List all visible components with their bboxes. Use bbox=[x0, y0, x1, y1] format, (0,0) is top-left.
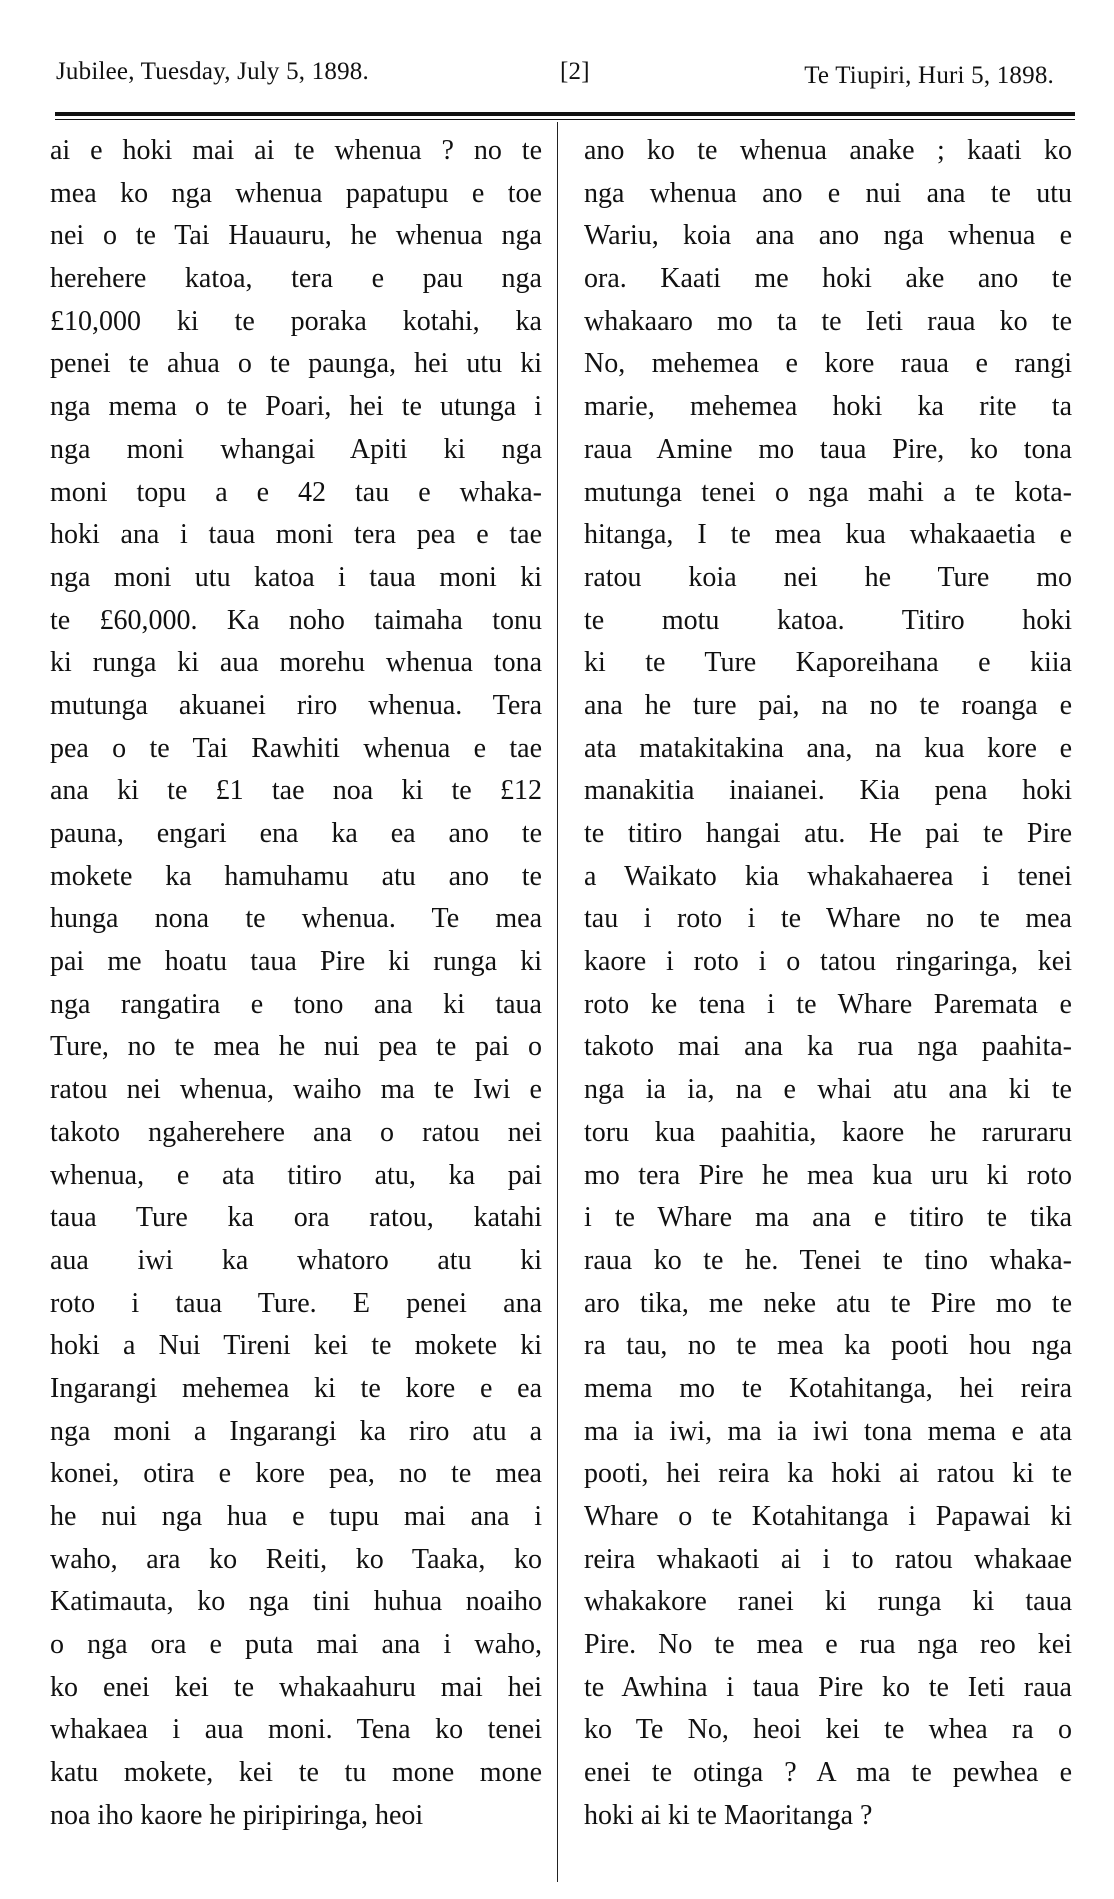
left-column-text-line: ana ki te £1 tae noa ki te £12 bbox=[50, 775, 542, 807]
left-column-text-line: mutunga akuanei riro whenua. Tera bbox=[50, 689, 542, 721]
left-column-text-line: nga rangatira e tono ana ki taua bbox=[50, 988, 542, 1020]
left-column-text-line: Ingarangi mehemea ki te kore e ea bbox=[50, 1372, 542, 1404]
left-column-text-line: pauna, engari ena ka ea ano te bbox=[50, 818, 542, 849]
left-column-text-line: Ture, no te mea he nui pea te pai o bbox=[50, 1031, 542, 1063]
left-column-text-line: waho, ara ko Reiti, ko Taaka, ko bbox=[50, 1543, 542, 1575]
right-column-text-line: te titiro hangai atu. He pai te Pire bbox=[584, 818, 1072, 849]
right-column-text-line: i te Whare ma ana e titiro te tika bbox=[584, 1202, 1072, 1234]
right-column-text-line: mema mo te Kotahitanga, hei reira bbox=[584, 1372, 1072, 1404]
left-column-text-line: whakaea i aua moni. Tena ko tenei bbox=[50, 1714, 542, 1746]
right-column-text-line: ratou koia nei he Ture mo bbox=[584, 561, 1072, 593]
left-column-text-line: moni topu a e 42 tau e whaka- bbox=[50, 476, 542, 508]
left-column-text-line: ko enei kei te whakaahuru mai hei bbox=[50, 1671, 542, 1703]
left-column-text-line: noa iho kaore he piripiringa, heoi bbox=[50, 1799, 424, 1831]
left-column-text-line: mea ko nga whenua papatupu e toe bbox=[50, 177, 542, 209]
right-column-text-line: roto ke tena i te Whare Paremata e bbox=[584, 988, 1072, 1020]
page-header bbox=[40, 40, 1080, 90]
right-column-text-line: ra tau, no te mea ka pooti hou nga bbox=[584, 1330, 1072, 1362]
left-column-text-line: roto i taua Ture. E penei ana bbox=[50, 1287, 542, 1319]
right-column-text-line: raua ko te he. Tenei te tino whaka- bbox=[584, 1244, 1072, 1276]
right-column-text-line: ata matakitakina ana, na kua kore e bbox=[584, 732, 1072, 764]
column-divider bbox=[557, 122, 558, 1882]
right-column-text-line: marie, mehemea hoki ka rite ta bbox=[584, 391, 1072, 423]
right-column-text-line: ki te Ture Kaporeihana e kiia bbox=[584, 647, 1072, 679]
header-rule-thick bbox=[55, 112, 1075, 116]
right-column-text-line: ano ko te whenua anake ; kaati ko bbox=[584, 135, 1072, 166]
right-column-text-line: Wariu, koia ana ano nga whenua e bbox=[584, 220, 1072, 252]
left-column-text-line: nga moni whangai Apiti ki nga bbox=[50, 433, 542, 465]
left-column-text-line: mokete ka hamuhamu atu ano te bbox=[50, 860, 542, 892]
left-column-text-line: pea o te Tai Rawhiti whenua e tae bbox=[50, 732, 542, 764]
header-rule-thin bbox=[55, 119, 1075, 120]
left-column-text-line: hoki a Nui Tireni kei te mokete ki bbox=[50, 1330, 542, 1362]
left-column-text-line: katu mokete, kei te tu mone mone bbox=[50, 1757, 542, 1789]
right-column-text-line: kaore i roto i o tatou ringaringa, kei bbox=[584, 946, 1072, 978]
left-column-text-line: penei te ahua o te paunga, hei utu ki bbox=[50, 348, 542, 380]
right-column-text-line: mutunga tenei o nga mahi a te kota- bbox=[584, 476, 1072, 508]
left-column-text-line: nei o te Tai Hauauru, he whenua nga bbox=[50, 220, 542, 252]
right-column-text-line: whakakore ranei ki runga ki taua bbox=[584, 1586, 1072, 1618]
right-column-text-line: te Awhina i taua Pire ko te Ieti raua bbox=[584, 1671, 1072, 1703]
right-column-text-line: hitanga, I te mea kua whakaaetia e bbox=[584, 519, 1072, 551]
left-column-text-line: nga moni utu katoa i taua moni ki bbox=[50, 561, 542, 593]
left-column-text-line: konei, otira e kore pea, no te mea bbox=[50, 1458, 542, 1490]
right-column-text-line: enei te otinga ? A ma te pewhea e bbox=[584, 1757, 1072, 1789]
left-column-text-line: hoki ana i taua moni tera pea e tae bbox=[50, 519, 542, 551]
right-column-text-line: ora. Kaati me hoki ake ano te bbox=[584, 263, 1072, 295]
page-number: [2] bbox=[560, 58, 590, 85]
left-column bbox=[50, 130, 542, 1870]
left-column-text-line: ratou nei whenua, waiho ma te Iwi e bbox=[50, 1074, 542, 1106]
left-column-text-line: nga mema o te Poari, hei te utunga i bbox=[50, 391, 542, 423]
left-column-text-line: £10,000 ki te poraka kotahi, ka bbox=[50, 305, 542, 337]
left-column-text-line: ki runga ki aua morehu whenua tona bbox=[50, 647, 542, 679]
right-column-text-line: ko Te No, heoi kei te whea ra o bbox=[584, 1714, 1072, 1746]
right-column-text-line: tau i roto i te Whare no te mea bbox=[584, 903, 1072, 935]
header-date-english: Jubilee, Tuesday, July 5, 1898. bbox=[56, 58, 369, 85]
right-column-text-line: whakaaro mo ta te Ieti raua ko te bbox=[584, 305, 1072, 337]
right-column-text-line: hoki ai ki te Maoritanga ? bbox=[584, 1799, 873, 1831]
right-column bbox=[584, 130, 1072, 1870]
left-column-text-line: taua Ture ka ora ratou, katahi bbox=[50, 1202, 542, 1234]
right-column-text-line: nga ia ia, na e whai atu ana ki te bbox=[584, 1074, 1072, 1106]
right-column-text-line: Pire. No te mea e rua nga reo kei bbox=[584, 1629, 1072, 1661]
left-column-text-line: o nga ora e puta mai ana i waho, bbox=[50, 1629, 542, 1661]
left-column-text-line: te £60,000. Ka noho taimaha tonu bbox=[50, 604, 542, 636]
right-column-text-line: raua Amine mo taua Pire, ko tona bbox=[584, 433, 1072, 465]
right-column-text-line: Whare o te Kotahitanga i Papawai ki bbox=[584, 1501, 1072, 1532]
left-column-text-line: he nui nga hua e tupu mai ana i bbox=[50, 1501, 542, 1532]
right-column-text-line: manakitia inaianei. Kia pena hoki bbox=[584, 775, 1072, 807]
left-column-text-line: aua iwi ka whatoro atu ki bbox=[50, 1244, 542, 1276]
right-column-text-line: ma ia iwi, ma ia iwi tona mema e ata bbox=[584, 1415, 1072, 1447]
left-column-text-line: Katimauta, ko nga tini huhua noaiho bbox=[50, 1586, 542, 1618]
right-column-text-line: mo tera Pire he mea kua uru ki roto bbox=[584, 1159, 1072, 1191]
right-column-text-line: nga whenua ano e nui ana te utu bbox=[584, 177, 1072, 209]
left-column-text-line: hunga nona te whenua. Te mea bbox=[50, 903, 542, 935]
left-column-text-line: nga moni a Ingarangi ka riro atu a bbox=[50, 1415, 542, 1447]
left-column-text-line: herehere katoa, tera e pau nga bbox=[50, 263, 542, 295]
right-column-text-line: pooti, hei reira ka hoki ai ratou ki te bbox=[584, 1458, 1072, 1490]
right-column-text-line: takoto mai ana ka rua nga paahita- bbox=[584, 1031, 1072, 1063]
right-column-text-line: a Waikato kia whakahaerea i tenei bbox=[584, 860, 1072, 892]
right-column-text-line: aro tika, me neke atu te Pire mo te bbox=[584, 1287, 1072, 1319]
right-column-text-line: te motu katoa. Titiro hoki bbox=[584, 604, 1072, 636]
left-column-text-line: pai me hoatu taua Pire ki runga ki bbox=[50, 946, 542, 978]
right-column-text-line: No, mehemea e kore raua e rangi bbox=[584, 348, 1072, 380]
right-column-text-line: toru kua paahitia, kaore he raruraru bbox=[584, 1116, 1072, 1148]
right-column-text-line: reira whakaoti ai i to ratou whakaae bbox=[584, 1543, 1072, 1575]
right-column-text-line: ana he ture pai, na no te roanga e bbox=[584, 689, 1072, 721]
left-column-text-line: ai e hoki mai ai te whenua ? no te bbox=[50, 135, 542, 166]
header-date-maori: Te Tiupiri, Huri 5, 1898. bbox=[804, 62, 1054, 89]
left-column-text-line: takoto ngaherehere ana o ratou nei bbox=[50, 1116, 542, 1148]
left-column-text-line: whenua, e ata titiro atu, ka pai bbox=[50, 1159, 542, 1191]
